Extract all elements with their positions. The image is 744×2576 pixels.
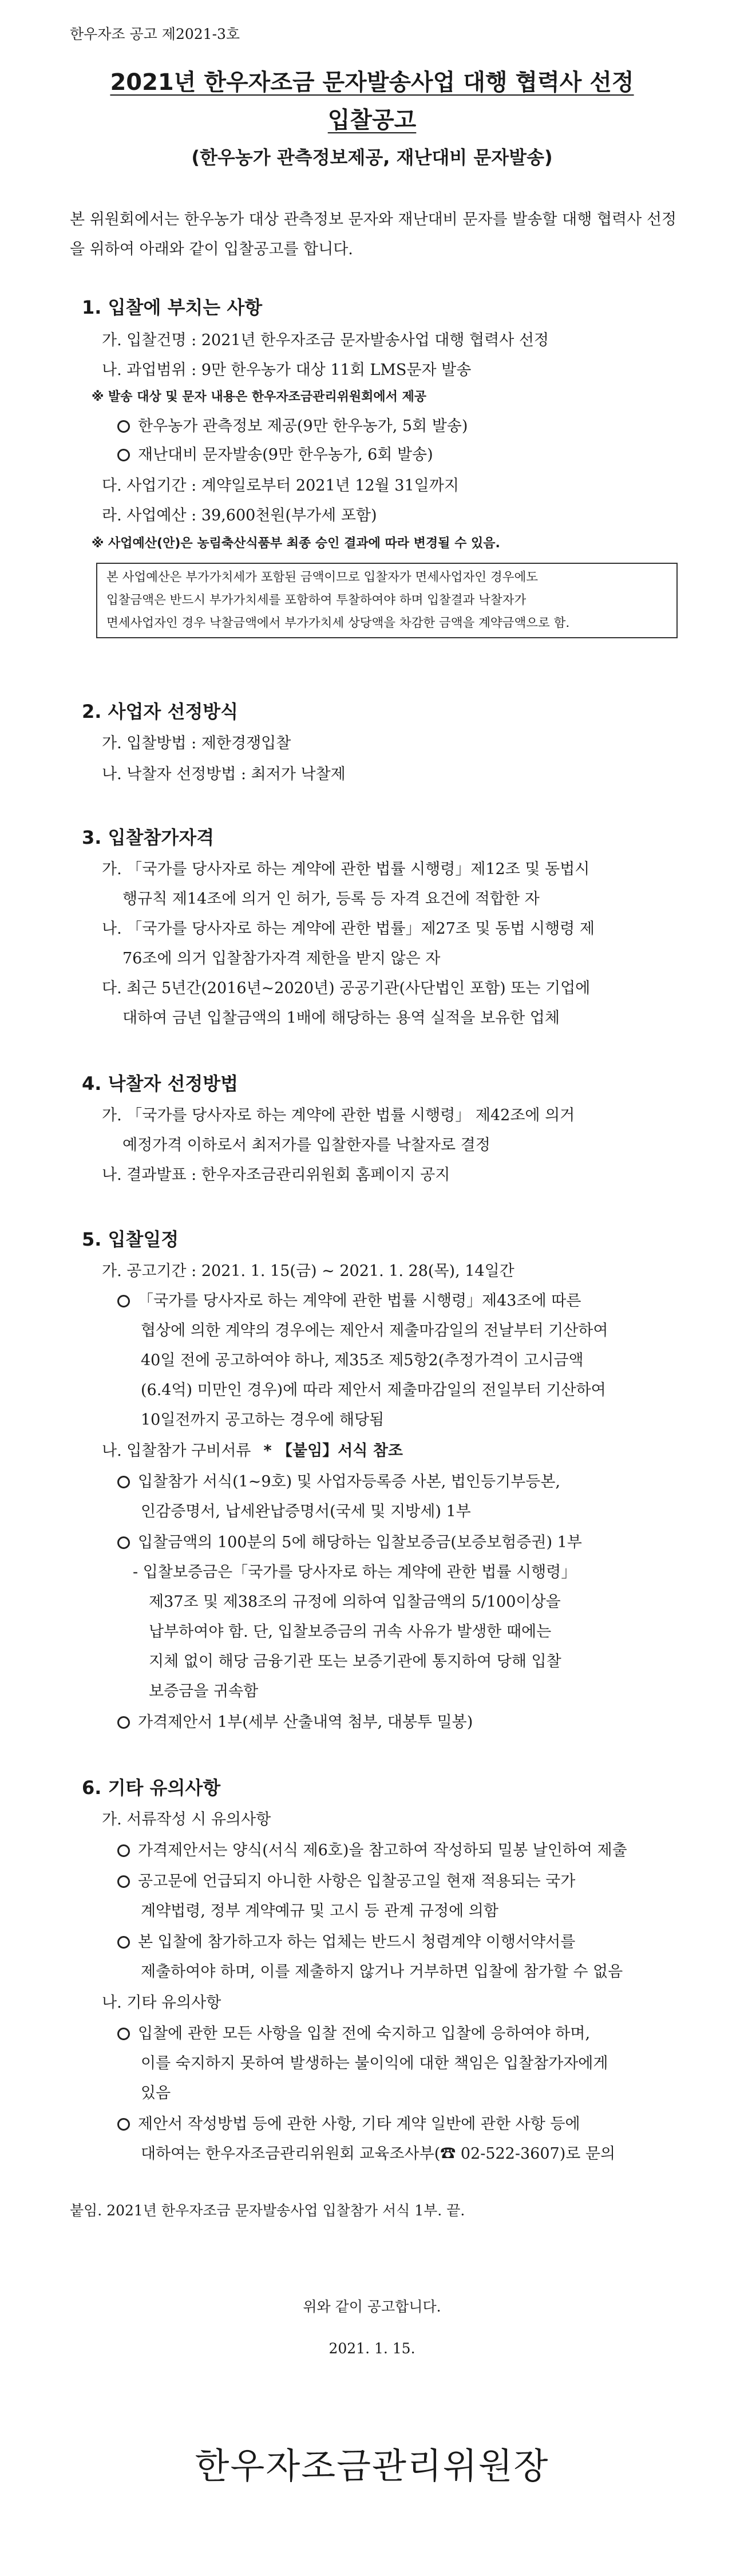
s6-item-b: 나. 기타 유의사항	[102, 1994, 221, 2012]
s5-item-b-text: 나. 입찰참가 구비서류	[102, 1442, 251, 1460]
box-line1: 본 사업예산은 부가가치세가 포함된 금액이므로 입찰자가 면세사업자인 경우에도	[106, 570, 538, 584]
s5-a-c4: (6.4억) 미만인 경우)에 따라 제안서 제출마감일의 전일부터 기산하여	[141, 1381, 606, 1399]
s4-item-a1: 가. 「국가를 당사자로 하는 계약에 관한 법률 시행령」 제42조에 의거	[102, 1107, 575, 1124]
s1-item-d: 라. 사업예산 : 39,600천원(부가세 포함)	[102, 507, 377, 524]
s6-b-c1b: 이를 숙지하지 못하여 발생하는 불이익에 대한 책임은 입찰참가자에게	[141, 2055, 608, 2072]
s3-item-b1: 나. 「국가를 당사자로 하는 계약에 관한 법률」제27조 및 동법 시행령 제	[102, 920, 595, 938]
s5-attachment-ref: * 【붙임】서식 참조	[263, 1442, 403, 1460]
s6-b-c1a: 입찰에 관한 모든 사항을 입찰 전에 숙지하고 입찰에 응하여야 하며,	[138, 2025, 591, 2042]
s2-item-a: 가. 입찰방법 : 제한경쟁입찰	[102, 734, 291, 752]
circle-bullet-icon	[117, 2118, 130, 2131]
s5-a-c2: 협상에 의한 계약의 경우에는 제안서 제출마감일의 전날부터 기산하여	[141, 1322, 608, 1340]
s5-b-c2: 입찰금액의 100분의 5에 해당하는 입찰보증금(보증보험증권) 1부	[138, 1534, 582, 1551]
circle-bullet-icon	[117, 1536, 130, 1549]
circle-bullet-icon	[117, 1476, 130, 1488]
notice-number: 한우자조 공고 제2021-3호	[70, 26, 240, 42]
intro-paragraph: 본 위원회에서는 한우농가 대상 관측정보 문자와 재난대비 문자를 발송할 대행 협력사 선정을 위하여 아래와 같이 입찰공고를 합니다.	[70, 211, 676, 258]
s1-circle2	[117, 442, 433, 464]
s5-a-circle	[117, 1288, 581, 1310]
s1-note2: ※ 사업예산(안)은 농림축산식품부 최종 승인 결과에 따라 변경될 수 있음.	[92, 536, 500, 551]
s5-b-c1b: 인감증명서, 납세완납증명서(국세 및 지방세) 1부	[141, 1503, 471, 1520]
s2-item-b: 나. 낙찰자 선정방법 : 최저가 낙찰제	[102, 765, 346, 783]
s5-b-c2-d2: 제37조 및 제38조의 규정에 의하여 입찰금액의 5/100이상을	[149, 1593, 561, 1611]
s6-b-circle2	[117, 2111, 580, 2134]
s6-b-c1c: 있음	[141, 2084, 171, 2102]
s6-b-circle1	[117, 2021, 590, 2043]
signer-name: 한우자조금관리위원장	[195, 2445, 549, 2487]
vat-notice-box	[96, 563, 678, 638]
circle-bullet-icon	[117, 1844, 130, 1857]
section5-heading: 5. 입찰일정	[82, 1228, 179, 1250]
s1-circle1-text: 한우농가 관측정보 제공(9만 한우농가, 5회 발송)	[138, 417, 468, 435]
title-line2: 입찰공고	[327, 107, 417, 133]
circle-bullet-icon	[117, 420, 130, 433]
s3-item-a1: 가. 「국가를 당사자로 하는 계약에 관한 법률 시행령」제12조 및 동법시	[102, 860, 590, 878]
s4-item-a2: 예정가격 이하로서 최저가를 입찰한자를 낙찰자로 결정	[122, 1136, 490, 1154]
section3-heading: 3. 입찰참가자격	[82, 827, 215, 848]
s6-a-circle1	[117, 1838, 627, 1860]
s3-item-c1: 다. 최근 5년간(2016년~2020년) 공공기관(사단법인 포함) 또는 기업에	[102, 979, 591, 997]
s5-b-c3: 가격제안서 1부(세부 산출내역 첨부, 대봉투 밀봉)	[138, 1713, 473, 1731]
s5-b-c2-d5: 보증금을 귀속함	[149, 1682, 259, 1700]
s6-a-c3b: 제출하여야 하며, 이를 제출하지 않거나 거부하면 입찰에 참가할 수 없음	[141, 1963, 623, 1981]
s6-a-c3a: 본 입찰에 참가하고자 하는 업체는 반드시 청렴계약 이행서약서를	[138, 1933, 576, 1951]
s1-note1: ※ 발송 대상 및 문자 내용은 한우자조금관리위원회에서 제공	[92, 390, 427, 404]
s1-item-a: 가. 입찰건명 : 2021년 한우자조금 문자발송사업 대행 협력사 선정	[102, 331, 549, 349]
attachment-line: 붙임. 2021년 한우자조금 문자발송사업 입찰참가 서식 1부. 끝.	[70, 2202, 465, 2219]
s5-item-a: 가. 공고기간 : 2021. 1. 15(금) ~ 2021. 1. 28(목), 14일간	[102, 1262, 515, 1280]
s5-item-b	[102, 1438, 403, 1460]
title-line1: 2021년 한우자조금 문자발송사업 대행 협력사 선정	[110, 69, 634, 96]
s1-item-c: 다. 사업기간 : 계약일로부터 2021년 12월 31일까지	[102, 477, 459, 495]
s6-a-c2b: 계약법령, 정부 계약예규 및 고시 등 관계 규정에 의함	[141, 1902, 498, 1920]
s4-item-b: 나. 결과발표 : 한우자조금관리위원회 홈페이지 공지	[102, 1166, 450, 1184]
s5-a-c3: 40일 전에 공고하여야 하나, 제35조 제5항2(추정가격이 고시금액	[141, 1352, 584, 1369]
section6-heading: 6. 기타 유의사항	[82, 1777, 221, 1799]
s5-b-c2-d4: 지체 없이 해당 금융기관 또는 보증기관에 통지하여 당해 입찰	[149, 1653, 561, 1670]
s6-a-c1: 가격제안서는 양식(서식 제6호)을 참고하여 작성하되 밀봉 날인하여 제출	[138, 1842, 627, 1859]
section4-heading: 4. 낙찰자 선정방법	[82, 1073, 239, 1095]
s3-item-a2: 행규칙 제14조에 의거 인 허가, 등록 등 자격 요건에 적합한 자	[122, 890, 540, 908]
s5-b-c2-d1: - 입찰보증금은「국가를 당사자로 하는 계약에 관한 법률 시행령」	[133, 1563, 577, 1581]
circle-bullet-icon	[117, 449, 130, 461]
section2-heading: 2. 사업자 선정방식	[82, 701, 239, 722]
s5-b-circle3	[117, 1709, 473, 1732]
s5-a-c5: 10일전까지 공고하는 경우에 해당됨	[141, 1411, 385, 1429]
box-line3: 면세사업자인 경우 낙찰금액에서 부가가치세 상당액을 차감한 금액을 계약금액으로 함.	[106, 616, 570, 630]
s5-a-c1: 「국가를 당사자로 하는 계약에 관한 법률 시행령」제43조에 따른	[138, 1292, 581, 1310]
s6-a-c2a: 공고문에 언급되지 아니한 사항은 입찰공고일 현재 적용되는 국가	[138, 1872, 576, 1890]
notice-title	[0, 64, 744, 97]
circle-bullet-icon	[117, 1295, 130, 1307]
circle-bullet-icon	[117, 1936, 130, 1949]
s6-b-c2a: 제안서 작성방법 등에 관한 사항, 기타 계약 일반에 관한 사항 등에	[138, 2115, 580, 2133]
notice-date: 2021. 1. 15.	[329, 2340, 415, 2357]
notice-subtitle: (한우농가 관측정보제공, 재난대비 문자발송)	[191, 147, 553, 168]
s3-item-c2: 대하여 금년 입찰금액의 1배에 해당하는 용역 실적을 보유한 업체	[122, 1009, 560, 1027]
s6-a-circle2	[117, 1868, 575, 1891]
circle-bullet-icon	[117, 1716, 130, 1729]
s6-b-c2b: 대하여는 한우자조금관리위원회 교육조사부(☎ 02-522-3607)로 문의	[141, 2145, 616, 2163]
s3-item-b2: 76조에 의거 입찰참가자격 제한을 받지 않은 자	[122, 950, 441, 967]
circle-bullet-icon	[117, 1875, 130, 1888]
s1-circle2-text: 재난대비 문자발송(9만 한우농가, 6회 발송)	[138, 446, 433, 464]
box-line2: 입찰금액은 반드시 부가가치세를 포함하여 투찰하여야 하며 입찰결과 낙찰자가	[106, 593, 527, 607]
notice-title-sub	[0, 102, 744, 135]
s5-b-circle1	[117, 1469, 560, 1491]
circle-bullet-icon	[117, 2028, 130, 2040]
s5-b-circle2	[117, 1530, 582, 1552]
s6-a-circle3	[117, 1929, 575, 1951]
s5-b-c1a: 입찰참가 서식(1~9호) 및 사업자등록증 사본, 법인등기부등본,	[138, 1473, 561, 1491]
s6-item-a: 가. 서류작성 시 유의사항	[102, 1811, 271, 1828]
section1-heading: 1. 입찰에 부치는 사항	[82, 297, 263, 318]
s1-circle1	[117, 413, 468, 436]
s1-item-b: 나. 과업범위 : 9만 한우농가 대상 11회 LMS문자 발송	[102, 361, 472, 379]
closing-statement: 위와 같이 공고합니다.	[303, 2298, 441, 2315]
s5-b-c2-d3: 납부하여야 함. 단, 입찰보증금의 귀속 사유가 발생한 때에는	[149, 1623, 552, 1641]
